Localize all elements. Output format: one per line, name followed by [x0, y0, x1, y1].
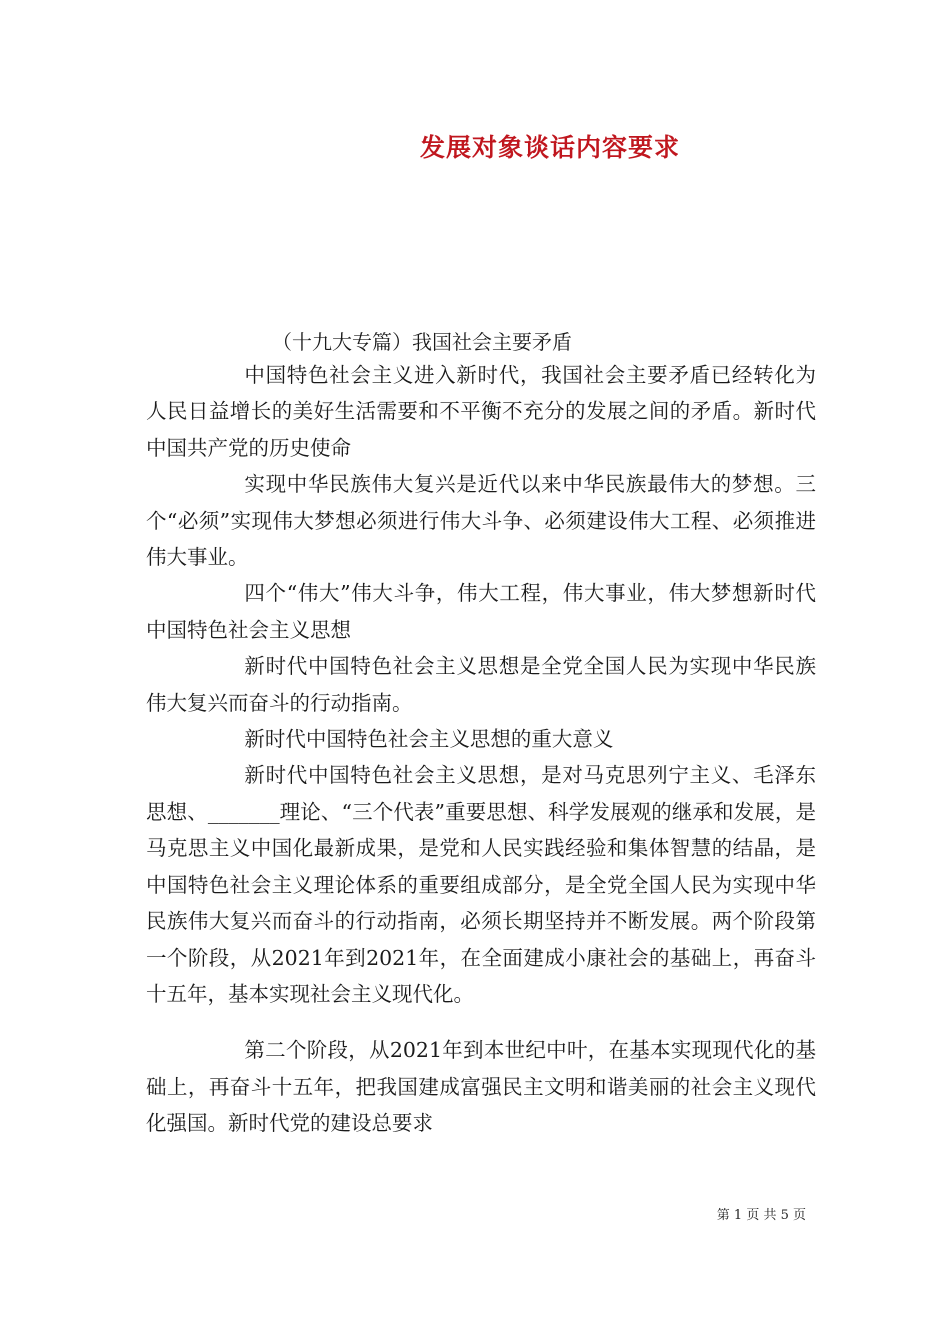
paragraph-7: 第二个阶段，从2021年到本世纪中叶，在基本实现现代化的基础上，再奋斗十五年，把我国建成富强民主文明和谐美丽的社会主义现代化强国。新时代党的建设总要求: [146, 1038, 816, 1136]
paragraph-5: 新时代中国特色社会主义思想的重大意义: [244, 727, 614, 752]
paragraph-6: 新时代中国特色社会主义思想，是对马克思列宁主义、毛泽东思想、_______理论、“三个代表”重要思想、科学发展观的继承和发展，是马克思主义中国化最新成果，是党和人民实践经验和集体智慧的结晶，是中国特色社会主义理论体系的重要组成部分，是全党全国人民为实现中华民族伟大复兴而奋斗的行动指南，必须长期坚持并不断发展。两个阶段第一个阶段，从2021年到2021年，在全面建成小康社会的基础上，再奋斗十五年，基本实现社会主义现代化。: [146, 763, 816, 1006]
paragraph-4: 新时代中国特色社会主义思想是全党全国人民为实现中华民族伟大复兴而奋斗的行动指南。: [146, 654, 816, 715]
paragraph-2: 实现中华民族伟大复兴是近代以来中华民族最伟大的梦想。三个“必须”实现伟大梦想必须进行伟大斗争、必须建设伟大工程、必须推进伟大事业。: [146, 472, 816, 570]
paragraph-3: 四个“伟大”伟大斗争，伟大工程，伟大事业，伟大梦想新时代中国特色社会主义思想: [146, 581, 816, 642]
section-subtitle: （十九大专篇）我国社会主要矛盾: [272, 330, 572, 354]
document-body: [146, 357, 816, 1142]
paragraph-gap: [146, 1012, 816, 1032]
document-title: 发展对象谈话内容要求: [419, 133, 680, 162]
page-footer: 第 1 页 共 5 页: [716, 1208, 806, 1223]
paragraph-1: 中国特色社会主义进入新时代，我国社会主要矛盾已经转化为人民日益增长的美好生活需要和不平衡不充分的发展之间的矛盾。新时代中国共产党的历史使命: [146, 363, 816, 460]
